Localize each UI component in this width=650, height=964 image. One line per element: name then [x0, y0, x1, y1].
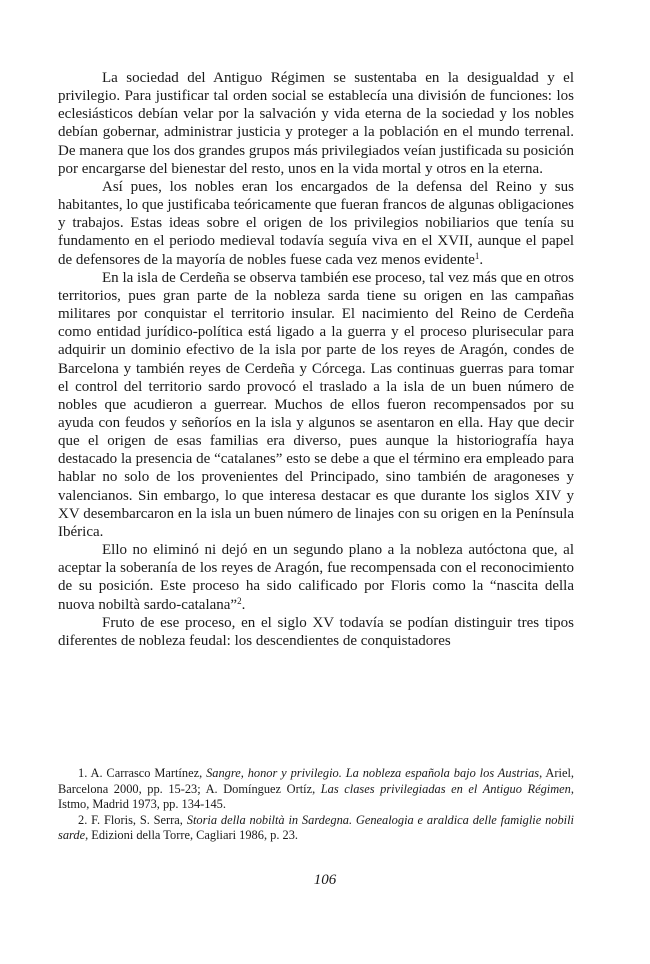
footnote-1-title-2: Las clases privilegiadas en el Antiguo Régimen — [320, 781, 571, 796]
paragraph-1 — [58, 69, 574, 178]
paragraph-2 — [58, 178, 574, 269]
footnote-2-title: Storia della nobiltà in Sardegna. Genealogia e araldica delle famiglie nobili sarde — [58, 812, 574, 843]
footnote-ref-1[interactable]: 1 — [474, 250, 480, 261]
footnote-1-ref-2: , Istmo, Madrid 1973, pp. 134-145. — [58, 781, 574, 812]
paragraph-3-text: En la isla de Cerdeña se observa también ese proceso, tal vez más que en otros territorios, pues gran parte de la nobleza sarda tiene su origen en las campañas militares por conquistar el territorio insular. El nacimiento del Reino de Cerdeña como entidad jurídico-política está ligado a la guerra y el proceso plurisecular para adquirir un dominio efectivo de la isla por parte de los reyes de Aragón, condes de Barcelona y también reyes de Cerdeña y Córcega. Las continuas guerras para tomar el control del territorio sardo provocó el traslado a la isla de un buen número de nobles que acudieron a guerrear. Muchos de ellos fueron recompensados por su ayuda con feudos y señoríos en la isla y algunos se asentaron en ella. Hay que decir que el origen de esas familias era diverso, pues aunque la historiografía haya destacado la presencia de “catalanes” esto se debe a que el término era empleado para hablar no solo de los provenientes del Principado, sino también de aragoneses y valencianos. Sin embargo, lo que interesa destacar es que durante los siglos XIV y XV desembarcaron en la isla un buen número de linajes con su origen en la Península Ibérica. — [58, 269, 574, 540]
footnote-1-ref: , Ariel, Barcelona 2000, pp. 15-23; A. Domínguez Ortíz, — [58, 766, 574, 796]
paragraph-2-text: Así pues, los nobles eran los encargados de la defensa del Reino y sus habitantes, lo que justificaba teóricamente que fueran francos de algunas obligaciones y trabajos. Estas ideas sobre el origen de los privilegios nobiliarios que tenía su fundamento en el periodo medieval todavía seguía viva en el XVII, aunque el papel de defensores de la mayoría de nobles fuese cada vez menos evidente — [58, 178, 574, 268]
paragraph-3 — [58, 269, 574, 541]
paragraph-5 — [58, 614, 574, 650]
paragraph-5-text: Fruto de ese proceso, en el siglo XV todavía se podían distinguir tres tipos diferentes de nobleza feudal: los descendientes de conquistadores — [58, 614, 574, 649]
footnotes — [58, 766, 574, 844]
paragraph-4-end: . — [241, 596, 246, 613]
paragraph-4 — [58, 541, 574, 614]
paragraph-2-end: . — [479, 251, 484, 268]
footnote-1-author: 1. A. Carrasco Martínez, — [78, 766, 207, 780]
footnote-1 — [58, 766, 574, 813]
footnote-2-author: 2. F. Floris, S. Serra, — [78, 812, 187, 827]
page-number: 106 — [313, 872, 337, 888]
body-text — [58, 69, 574, 650]
footnote-ref-2[interactable]: 2 — [237, 595, 242, 606]
paragraph-1-text: La sociedad del Antiguo Régimen se sustentaba en la desigualdad y el privilegio. Para justificar tal orden social se establecía una división de funciones: los eclesiásticos debían velar por la salvación y vida eterna de la sociedad y los nobles debían gobernar, administrar justicia y proteger a la población en el mundo terrenal. De manera que los dos grandes grupos más privilegiados veían justificada su posición por encargarse del bienestar del resto, unos en la vida mortal y otros en la eterna. — [58, 70, 574, 177]
paragraph-4-text: Ello no eliminó ni dejó en un segundo plano a la nobleza autóctona que, al aceptar la soberanía de los reyes de Aragón, fue recompensada con el reconocimiento de su posición. Este proceso ha sido calificado por Floris como la “nascita della nuova nobiltà sardo-catalana” — [58, 542, 574, 613]
footnote-2-ref: , Edizioni della Torre, Cagliari 1986, p. 23. — [85, 828, 299, 843]
footnote-1-title: Sangre, honor y privilegio. La nobleza española bajo los Austrias — [206, 766, 540, 780]
footnote-2 — [58, 813, 574, 844]
